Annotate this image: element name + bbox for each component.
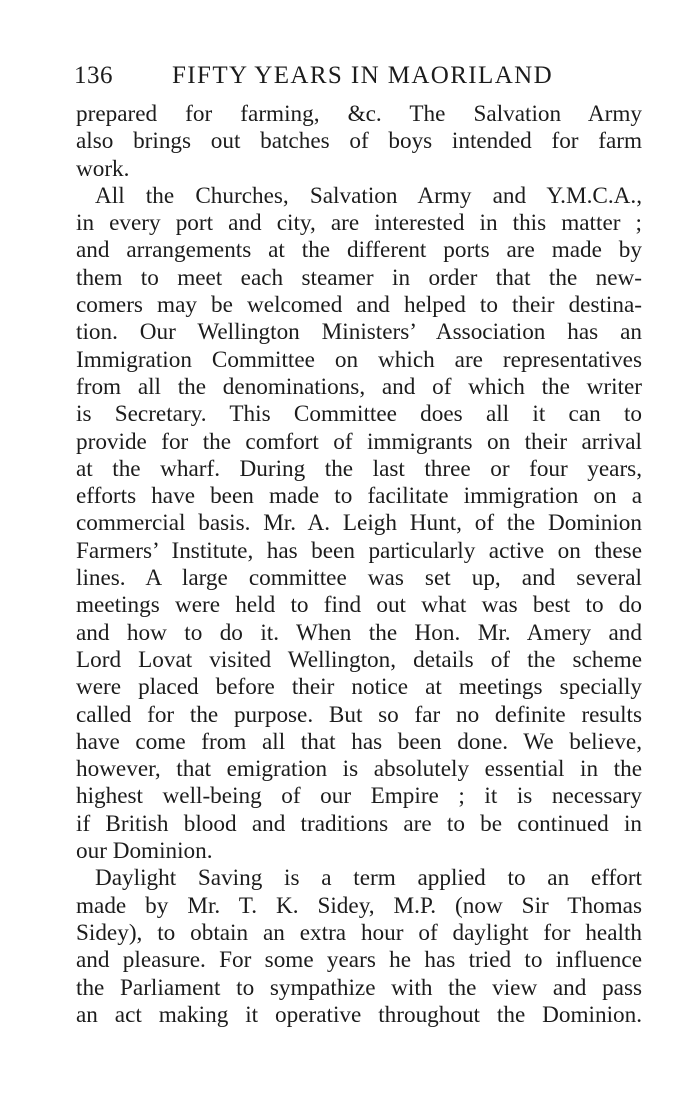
book-title: FIFTY YEARS IN MAORILAND <box>172 62 554 89</box>
text-line: called for the purpose. But so far no definite results <box>76 701 642 728</box>
text-line: in every port and city, are interested in this matter ; <box>76 210 642 237</box>
text-line: and how to do it. When the Hon. Mr. Amery and <box>76 619 642 646</box>
text-line: tion. Our Wellington Ministers’ Association has an <box>76 319 642 346</box>
text-line: also brings out batches of boys intended for farm <box>76 128 642 155</box>
text-line: our Dominion. <box>76 838 213 865</box>
text-line: work. <box>76 155 130 182</box>
paragraph <box>76 101 642 183</box>
text-line: were placed before their notice at meetings specially <box>76 674 642 701</box>
text-line: if British blood and traditions are to be continued in <box>76 810 642 837</box>
text-line: made by Mr. T. K. Sidey, M.P. (now Sir Thomas <box>76 892 642 919</box>
text-line: an act making it operative throughout the Dominion. <box>76 1001 642 1028</box>
text-line: Farmers’ Institute, has been particularly active on these <box>76 537 642 564</box>
text-line: however, that emigration is absolutely essential in the <box>76 756 642 783</box>
text-line: Daylight Saving is a term applied to an effort <box>95 865 642 892</box>
text-line: prepared for farming, &c. The Salvation Army <box>76 101 642 127</box>
text-line: Lord Lovat visited Wellington, details of the scheme <box>76 646 642 673</box>
paragraph <box>76 183 642 865</box>
text-line: efforts have been made to facilitate immigration on a <box>76 483 642 510</box>
text-line: have come from all that has been done. We believe, <box>76 728 642 755</box>
text-line: commercial basis. Mr. A. Leigh Hunt, of the Dominion <box>76 510 642 537</box>
text-line: provide for the comfort of immigrants on their arrival <box>76 428 642 455</box>
text-line: meetings were held to find out what was best to do <box>76 592 642 619</box>
book-page <box>76 56 642 1029</box>
text-line: Immigration Committee on which are representatives <box>76 346 642 373</box>
text-line: All the Churches, Salvation Army and Y.M.C.A., <box>95 182 642 209</box>
text-line: and arrangements at the different ports are made by <box>76 237 642 264</box>
text-line: and pleasure. For some years he has tried to influence <box>76 947 642 974</box>
text-line: from all the denominations, and of which the writer <box>76 373 642 400</box>
page-number: 136 <box>74 62 113 89</box>
running-head <box>76 56 642 96</box>
text-line: lines. A large committee was set up, and several <box>76 565 642 592</box>
text-line: highest well-being of our Empire ; it is necessary <box>76 783 642 810</box>
text-line: them to meet each steamer in order that the new- <box>76 264 642 291</box>
body-text <box>76 101 642 1029</box>
text-line: is Secretary. This Committee does all it can to <box>76 401 642 428</box>
text-line: the Parliament to sympathize with the view and pass <box>76 974 642 1001</box>
text-line: Sidey), to obtain an extra hour of daylight for health <box>76 919 642 946</box>
text-line: comers may be welcomed and helped to their destina- <box>76 292 642 319</box>
text-line: at the wharf. During the last three or four years, <box>76 455 642 482</box>
paragraph <box>76 865 642 1029</box>
